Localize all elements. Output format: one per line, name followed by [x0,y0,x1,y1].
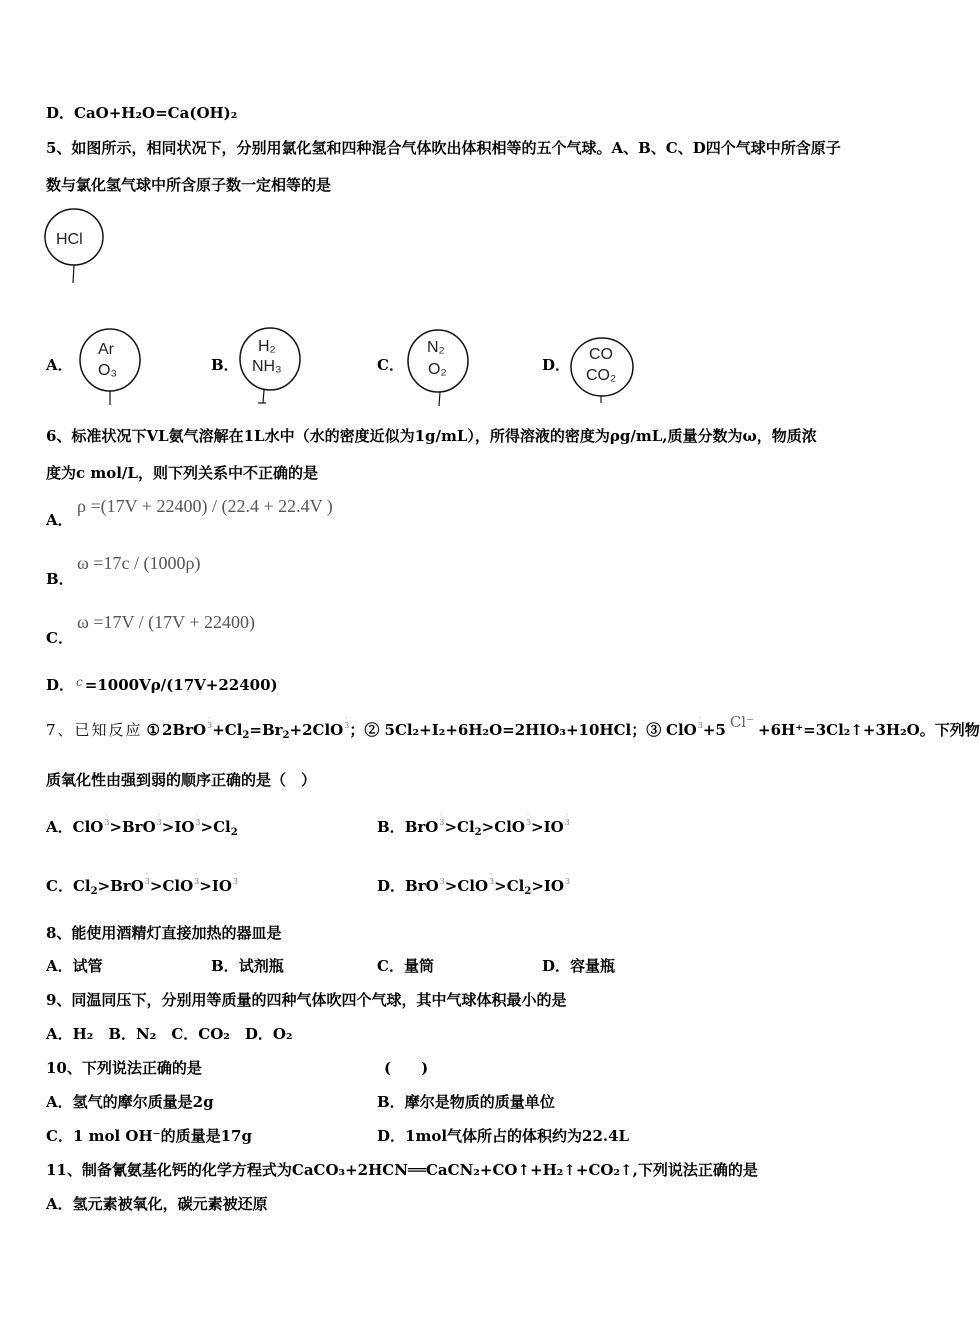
q5-option-a-label: A． [46,356,73,374]
q7-option-d: D．BrO$^3$ - >ClO$^3$ - $>Cl_2>IO^3$ - [377,870,571,897]
balloon-d [569,337,639,407]
option-label: D． [46,104,75,122]
concentration-symbol: c [76,675,83,689]
q5-option-c-label: C． [377,356,404,374]
q6-stem-line1: 6、标准状况下VL氨气溶解在1L水中（水的密度近似为1g/mL），所得溶液的密度为ρg/mL,质量分数为ω，物质浓 [46,427,817,445]
q4-option-d [46,103,237,123]
q11-option-a: A．氢元素被氧化，碳元素被还原 [46,1195,268,1213]
balloon-b-gas1: H₂ [258,338,276,355]
balloon-d-gas2: CO₂ [586,367,617,384]
option-text: CaO+H₂O=Ca(OH)₂ [74,104,238,122]
q8-option-c: C．量筒 [377,957,434,975]
q8-option-d: D．容量瓶 [542,957,616,975]
q10-option-c: C．1 mol OH⁻的质量是17g [46,1127,252,1145]
q6-option-a-label: A． [46,511,73,529]
q11-stem: 11、制备氰氨基化钙的化学方程式为CaCO₃+2HCN══CaCN₂+CO↑+H₂↑+CO₂↑,下列说法正确的是 [46,1161,758,1179]
q9-options: A．H₂ B．N₂ C．CO₂ D．O₂ [46,1025,293,1043]
q5-stem-line1: 5、如图所示，相同状况下，分别用氯化氢和四种混合气体吹出体积相等的五个气球。A、B、C、D四个气球中所含原子 [46,139,841,157]
q6-option-b-formula: ω =17c / (1000ρ) [77,553,201,573]
balloon-a [78,327,144,407]
reaction-2: ；② 5Cl₂+I₂+6H₂O=2HIO₃+10HCl；③ [349,721,662,739]
q7-option-a: A．ClO$^3$ - >BrO$^3$ - $>IO^3$ - $>Cl_2$ [46,811,238,838]
balloon-c [406,330,472,410]
option-label: D． [46,676,75,694]
balloon-a-gas2: O₃ [98,362,117,379]
q6-stem-line2: 度为c mol/L，则下列关系中不正确的是 [46,464,318,482]
q10-paren: ( ) [384,1059,429,1077]
q6-option-a-formula: ρ =(17V + 22400) / (22.4 + 22.4V ) [77,496,333,516]
hcl-label: HCl [56,231,83,248]
q7-option-b: B．BrO$^3$ - $>Cl_2>ClO^3$ - $>IO^3$ - [377,811,570,838]
balloon-c-gas2: O₂ [428,361,447,378]
q5-option-b-label: B． [211,356,239,374]
q7-option-c: C．$Cl_2>BrO^3$ - >ClO$^3$ - $>IO^3$ - [46,870,238,897]
q10-option-a: A．氢气的摩尔质量是2g [46,1093,214,1111]
q6-option-d [46,675,278,696]
balloon-d-gas1: CO [589,346,613,363]
q8-option-a: A．试管 [46,957,103,975]
reaction-3: ClO$^3$ - +5 Cl⁻ [666,713,755,739]
q5-stem-line2: 数与氯化氢气球中所含原子数一定相等的是 [46,176,332,194]
balloon-a-gas1: Ar [98,341,114,358]
q7-stem-line1: 7、已知反应 ① 2BrO$^3$ - $+Cl_2=Br_2+2ClO^3$ - ；② 5Cl₂+I₂+6H₂O=2HIO₃+10HCl；③ ClO$^3$ - +5 Cl⁻ +6H⁺=3Cl₂↑+3H₂O。下列物 [46,713,980,741]
hcl-balloon [42,208,108,286]
balloon-b [238,327,304,407]
reaction-1: 2BrO$^3$ - $+Cl_2=Br_2+2ClO^3$ - [162,714,350,741]
chloride-ion: Cl⁻ [729,713,755,731]
q10-option-d: D．1mol气体所占的体积约为22.4L [377,1127,630,1145]
option-text: =1000Vρ/(17V+22400) [84,676,278,694]
q9-stem: 9、同温同压下，分别用等质量的四种气体吹四个气球，其中气球体积最小的是 [46,991,567,1009]
balloon-c-gas1: N₂ [427,339,445,356]
q10-stem: 10、下列说法正确的是 [46,1059,202,1077]
q6-option-c-label: C． [46,629,73,647]
q5-option-d-label: D． [542,356,571,374]
q8-stem: 8、能使用酒精灯直接加热的器皿是 [46,924,282,942]
q6-option-c-formula: ω =17V / (17V + 22400) [77,612,255,632]
balloon-b-gas2: NH₃ [252,358,282,375]
q6-option-b-label: B． [46,570,74,588]
q7-stem-line2: 质氧化性由强到弱的顺序正确的是（ ） [46,771,317,789]
q8-option-b: B．试剂瓶 [211,957,284,975]
q10-option-b: B．摩尔是物质的质量单位 [377,1093,555,1111]
